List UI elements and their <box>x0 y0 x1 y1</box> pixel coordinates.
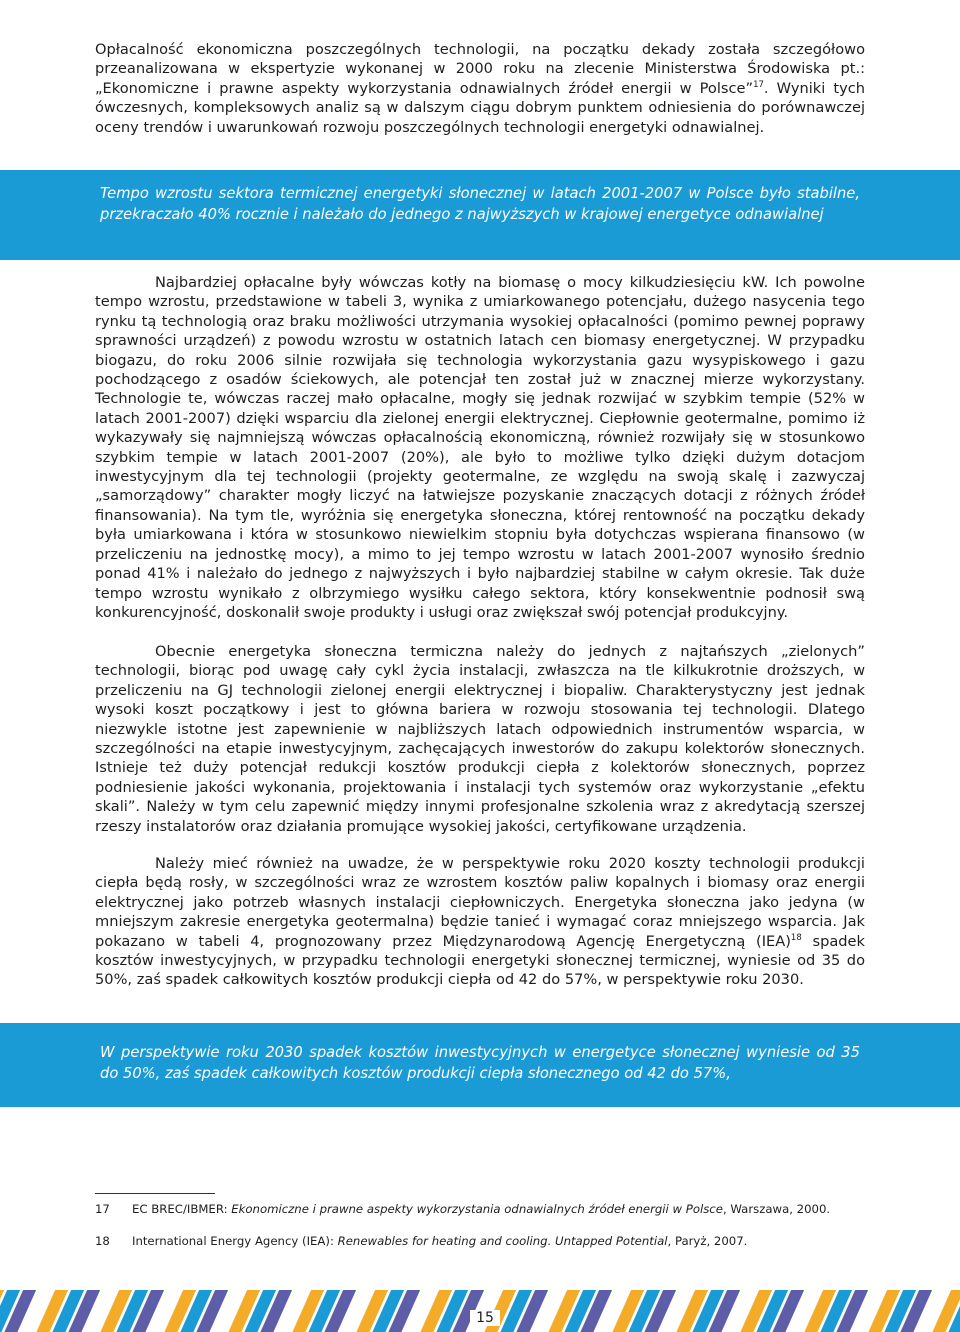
footnote-ref-17: 17 <box>753 79 764 90</box>
paragraph-costs <box>95 642 865 836</box>
paragraph-2020-part1: Należy mieć również na uwadze, że w perspektywie roku 2020 koszty technologii produkcji ciepła będą rosły, w szczególności wraz ze wzrostem kosztów paliw kopalnych i biomasy oraz energii elektrycznej jako potrzeb własnych instalacji ciepłowniczych. Energetyka słoneczna jako jedyna (w mniejszym zakresie energetyka geotermalna) będzie tanieć i wymagać coraz mniejszego wsparcia. Jak pokazano w tabeli 4, prognozowany przez Międzynarodową Agencję Energetyczną (IEA) <box>95 855 865 950</box>
paragraph-costs-text: Obecnie energetyka słoneczna termiczna należy do jednych z najtańszych „zielonych” technologii, biorąc pod uwagę cały cykl życia instalacji, zwłaszcza na tle kilkukrotnie droższych, w przeliczeniu na GJ technologii zielonej energii elektrycznej i biopaliw. Charakterystyczny jest jednak wysoki koszt początkowy i jest to główna bariera w rozwoju stosowania tej technologii. Dlatego niezwykle istotne jest zapewnienie w najbliższych latach odpowiednich instrumentów wsparcia, w szczególności na etapie inwestycyjnym, zachęcających inwestorów do zakupu kolektorów słonecznych. Istnieje też duży potencjał redukcji kosztów produkcji ciepła z kolektorów słonecznych, poprzez podniesienie jakości wykonania, projektowania i instalacji tych systemów oraz wykorzystanie „efektu skali”. Należy w tym celu zapewnić między innymi profesjonalne szkolenia wraz z akredytacją szerszej rzeszy instalatorów oraz działania promujące wysokiej jakości, certyfikowane urządzenia. <box>95 643 865 835</box>
paragraph-main <box>95 273 865 622</box>
callout-text-bottom: W perspektywie roku 2030 spadek kosztów inwestycyjnych w energetyce słonecznej wyniesie od 35 do 50%, zaś spadek całkowitych kosztów produkcji ciepła słonecznego od 42 do 57%, <box>100 1044 860 1082</box>
paragraph-intro <box>95 40 865 137</box>
footnote-18-number: 18 <box>95 1234 110 1248</box>
footnote-17-lead: EC BREC/IBMER: <box>132 1202 232 1216</box>
paragraph-intro-part2: . Wyniki tych ówczesnych, kompleksowych analiz są w dalszym ciągu dobrym punktem odniesienia do porównawczej oceny trendów i uwarunkowań rozwoju poszczególnych technologii energetyki odnawialnej. <box>95 79 866 136</box>
footnote-18 <box>95 1233 865 1249</box>
callout-text-top: Tempo wzrostu sektora termicznej energetyki słonecznej w latach 2001-2007 w Polsce było stabilne, przekraczało 40% rocznie i należało do jednego z najwyższych w krajowej energetyce odnawialnej <box>100 185 860 223</box>
footnote-ref-18: 18 <box>790 932 802 943</box>
paragraph-2020 <box>95 854 865 990</box>
page-number: 15 <box>470 1310 500 1326</box>
footnote-18-title: Renewables for heating and cooling. Untapped Potential <box>337 1234 668 1248</box>
paragraph-main-text: Najbardziej opłacalne były wówczas kotły na biomasę o mocy kilkudziesięciu kW. Ich powolne tempo wzrostu, przedstawione w tabeli 3, wynika z umiarkowanego potencjału, dużego nasycenia tego rynku tą technologią oraz braku możliwości utrzymania wysokiej opłacalności (pomimo pewnej poprawy sprawności urządzeń) z powodu wzrostu w ostatnich latach cen biomasy energetycznej. W przypadku biogazu, do roku 2006 silnie rozwijała się technologia wykorzystania gazu wysypiskowego i gazu pochodzącego z osadów ściekowych, ale potencjał ten został już w znacznej mierze wykorzystany. Technologie te, wówczas raczej mało opłacalne, mogły się jednak rozwijać w szybkim tempie (52% w latach 2001-2007) dzięki wsparciu dla zielonej energii elektrycznej. Ciepłownie geotermalne, pomimo iż wykazywały się najmniejszą wówczas opłacalnością ekonomiczną, również rozwijały się w stosunkowo szybkim tempie w latach 2001-2007 (20%), ale było to możliwe tylko dzięki dużym dotacjom inwestycyjnym dla tej technologii (projekty geotermalne, ze względu na swoją skalę i zazwyczaj „samorządowy” charakter mogły liczyć na łatwiejsze pozyskanie znaczących dotacji z różnych źródeł finansowania). Na tym tle, wyróżnia się energetyka słoneczna, której rentowność na początku dekady była umiarkowana i która w stosunkowo niewielkim stopniu była dotychczas wspierana finansowo (w przeliczeniu na jednostkę mocy), a mimo to jej tempo wzrostu w latach 2001-2007 wynosiło średnio ponad 41% i należało do jednego z najwyższych i było najbardziej stabilne w całym okresie. Tak duże tempo wzrostu wynikało z olbrzymiego wysiłku całego sektora, który konsekwentnie podnosił swą konkurencyjność, doskonalił swoje produkty i usługi oraz zwiększał swój potencjał produkcyjny. <box>95 274 865 621</box>
footnote-18-tail: , Paryż, 2007. <box>667 1234 748 1248</box>
footnote-17 <box>95 1201 865 1217</box>
footnote-17-number: 17 <box>95 1202 110 1216</box>
footnote-18-lead: International Energy Agency (IEA): <box>132 1234 338 1248</box>
paragraph-2020-part2: spadek kosztów inwestycyjnych, w przypadku technologii energetyki słonecznej termicznej, wyniesie od 35 do 50%, zaś spadek całkowitych kosztów produkcji ciepła od 42 do 57%, w perspektywie roku 2030. <box>95 932 865 989</box>
footnote-17-title: Ekonomiczne i prawne aspekty wykorzystania odnawialnych źródeł energii w Polsce <box>231 1202 723 1216</box>
footnote-17-tail: , Warszawa, 2000. <box>722 1202 831 1216</box>
paragraph-intro-part1: Opłacalność ekonomiczna poszczególnych technologii, na początku dekady została szczegółowo przeanalizowana w ekspertyzie wykonanej w 2000 roku na zlecenie Ministerstwa Środowiska pt.: „Ekonomiczne i prawne aspekty wykorzystania odnawialnych źródeł energii w Polsce” <box>95 41 865 97</box>
footnote-rule <box>95 1193 215 1194</box>
